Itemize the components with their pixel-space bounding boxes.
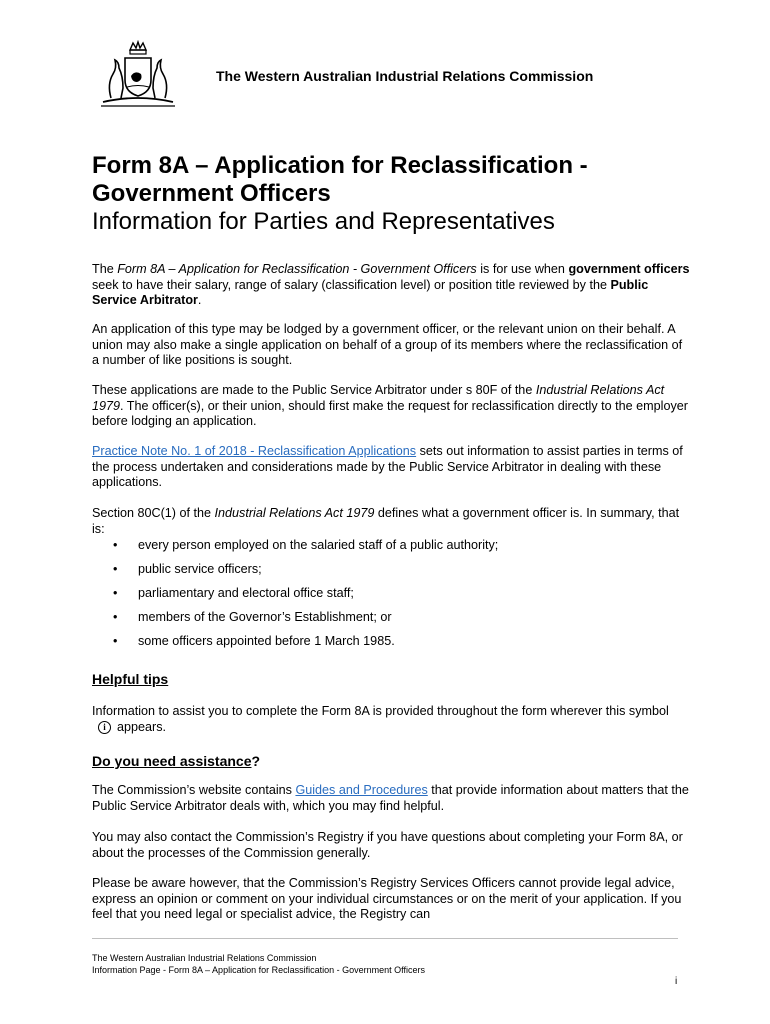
assistance-heading: Do you need assistance? xyxy=(92,753,261,769)
government-officer-list xyxy=(113,536,498,656)
page-title xyxy=(92,152,692,208)
footer-divider xyxy=(92,938,678,939)
definition-paragraph: Section 80C(1) of the Industrial Relations Act 1979 defines what a government officer is. In summary, that is: xyxy=(92,506,680,536)
guides-procedures-link[interactable]: Guides and Procedures xyxy=(295,783,428,797)
list-item: • members of the Governor’s Establishment; or xyxy=(113,610,392,624)
page-number: i xyxy=(675,976,678,987)
guides-paragraph: The Commission’s website contains Guides and Procedures that provide information about matters that the Public Service Arbitrator deals with, which you may find helpful. xyxy=(92,783,689,813)
list-item: • parliamentary and electoral office staff; xyxy=(113,586,354,600)
footer-org: The Western Australian Industrial Relations Commission xyxy=(92,953,317,963)
registry-contact-paragraph: You may also contact the Commission’s Registry if you have questions about completing your Form 8A, or about the processes of the Commission generally. xyxy=(92,830,683,860)
intro-paragraph: The Form 8A – Application for Reclassification - Government Officers is for use when government officers seek to have their salary, range of salary (classification level) or position title reviewed by the Public Service Arbitrator. xyxy=(92,262,690,307)
title-line-2: Government Officers xyxy=(92,180,331,207)
helpful-tips-paragraph: Information to assist you to complete the Form 8A is provided throughout the form wherever this symboli appears. xyxy=(92,704,669,734)
arbitrator-paragraph: These applications are made to the Public Service Arbitrator under s 80F of the Industrial Relations Act 1979. The officer(s), or their union, should first make the request for reclassification directly to the employer before lodging an application. xyxy=(92,383,688,428)
list-item: • some officers appointed before 1 March 1985. xyxy=(113,634,395,648)
helpful-tips-heading: Helpful tips xyxy=(92,671,169,687)
coat-of-arms-icon xyxy=(97,40,179,110)
footer-doc-title: Information Page - Form 8A – Application for Reclassification - Government Officers xyxy=(92,965,425,975)
practice-note-link[interactable]: Practice Note No. 1 of 2018 - Reclassification Applications xyxy=(92,444,417,458)
list-item: • public service officers; xyxy=(113,562,262,576)
info-icon: i xyxy=(98,721,111,734)
title-line-1: Form 8A – Application for Reclassification - xyxy=(92,152,588,179)
legal-advice-paragraph: Please be aware however, that the Commission’s Registry Services Officers cannot provide legal advice, express an opinion or comment on your individual circumstances or on the merit of your application. If you feel that you need legal or specialist advice, the Registry can xyxy=(92,876,682,921)
lodgement-paragraph: An application of this type may be lodged by a government officer, or the relevant union on their behalf. A union may also make a single application on behalf of a group of its members where the reclassification of a number of like positions is sought. xyxy=(92,322,683,367)
page-subtitle: Information for Parties and Representatives xyxy=(92,208,555,235)
org-name: The Western Australian Industrial Relations Commission xyxy=(216,68,594,84)
list-item: • every person employed on the salaried staff of a public authority; xyxy=(113,538,499,552)
practice-note-paragraph: Practice Note No. 1 of 2018 - Reclassification Applications sets out information to assist parties in terms of the process undertaken and considerations made by the Public Service Arbitrator in dealing with these applications. xyxy=(92,444,683,489)
